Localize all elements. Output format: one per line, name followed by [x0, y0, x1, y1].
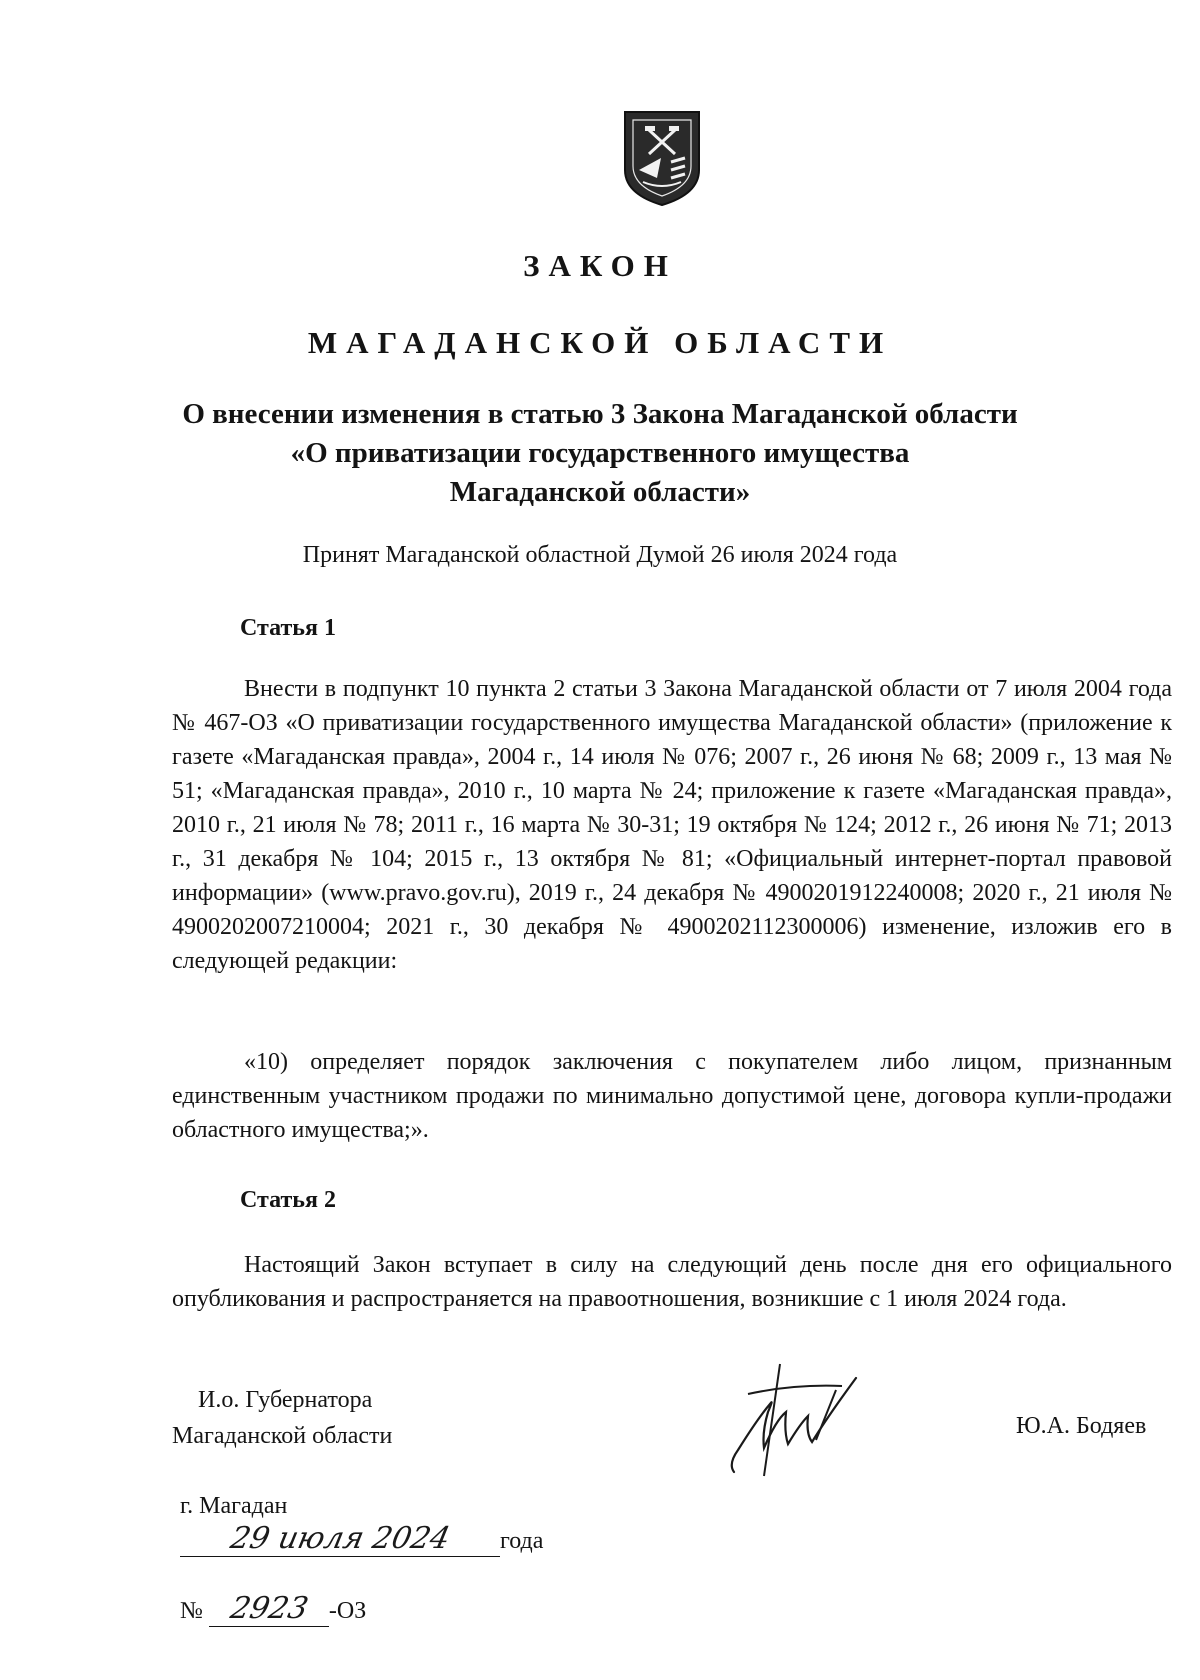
signing-date — [180, 1522, 543, 1559]
article-2-body: Настоящий Закон вступает в силу на следующий день после дня его официального опубликования и распространяется на правоотношения, возникшие с 1 июля 2024 года. — [172, 1252, 1172, 1312]
handwritten-date: 29 июля 2024 — [180, 1522, 500, 1557]
law-subject-line: Магаданской области» — [449, 476, 751, 508]
number-prefix: № — [180, 1598, 203, 1624]
article-1-body: Внести в подпункт 10 пункта 2 статьи 3 Закона Магаданской области от 7 июля 2004 года № 467-ОЗ «О приватизации государственного имущества Магаданской области» (приложение к газете «Магаданская правда», 2004 г., 14 июля № 076; 2007 г., 26 июня № 68; 2009 г., 13 мая № 51; «Магаданская правда», 2010 г., 10 марта № 24; приложение к газете «Магаданская правда», 2010 г., 21 июля № 78; 2011 г., 16 марта № 30-31; 19 октября № 124; 2012 г., 26 июня № 71; 2013 г., 31 декабря № 104; 2015 г., 13 октября № 81; «Официальный интернет-портал правовой информации» (www.pravo.gov.ru), 2019 г., 24 декабря № 4900201912240008; 2020 г., 21 июля № 4900202007210004; 2021 г., 30 декабря № 4900202112300006) изменение, изложив его в следующей редакции: — [172, 676, 1172, 974]
coat-of-arms-emblem — [621, 108, 703, 208]
handwritten-signature — [724, 1360, 872, 1480]
signatory-title: И.о. Губернатора — [198, 1387, 373, 1413]
article-1-amendment-text: «10) определяет порядок заключения с покупателем либо лицом, признанным единственным участником продажи по минимально допустимой цене, договора купли-продажи областного имущества;». — [172, 1049, 1172, 1143]
law-subject-line: «О приватизации государственного имущества — [290, 437, 910, 469]
signatory-region: Магаданской области — [172, 1423, 393, 1449]
law-subject-line: О внесении изменения в статью 3 Закона Магаданской области — [182, 398, 1018, 430]
number-suffix: -ОЗ — [328, 1598, 367, 1624]
article-2-heading: Статья 2 — [240, 1187, 336, 1213]
signatory-name: Ю.А. Бодяев — [1016, 1413, 1147, 1439]
law-number — [180, 1592, 366, 1629]
article-1-heading: Статья 1 — [240, 615, 336, 641]
handwritten-number: 2923 — [209, 1592, 329, 1627]
law-subject — [0, 395, 1200, 512]
signing-city: г. Магадан — [180, 1493, 288, 1519]
document-region-title: МАГАДАНСКОЙ ОБЛАСТИ — [307, 325, 893, 360]
date-suffix: года — [500, 1528, 544, 1554]
document-type-title: ЗАКОН — [523, 248, 677, 283]
adoption-statement: Принят Магаданской областной Думой 26 июля 2024 года — [302, 542, 898, 568]
